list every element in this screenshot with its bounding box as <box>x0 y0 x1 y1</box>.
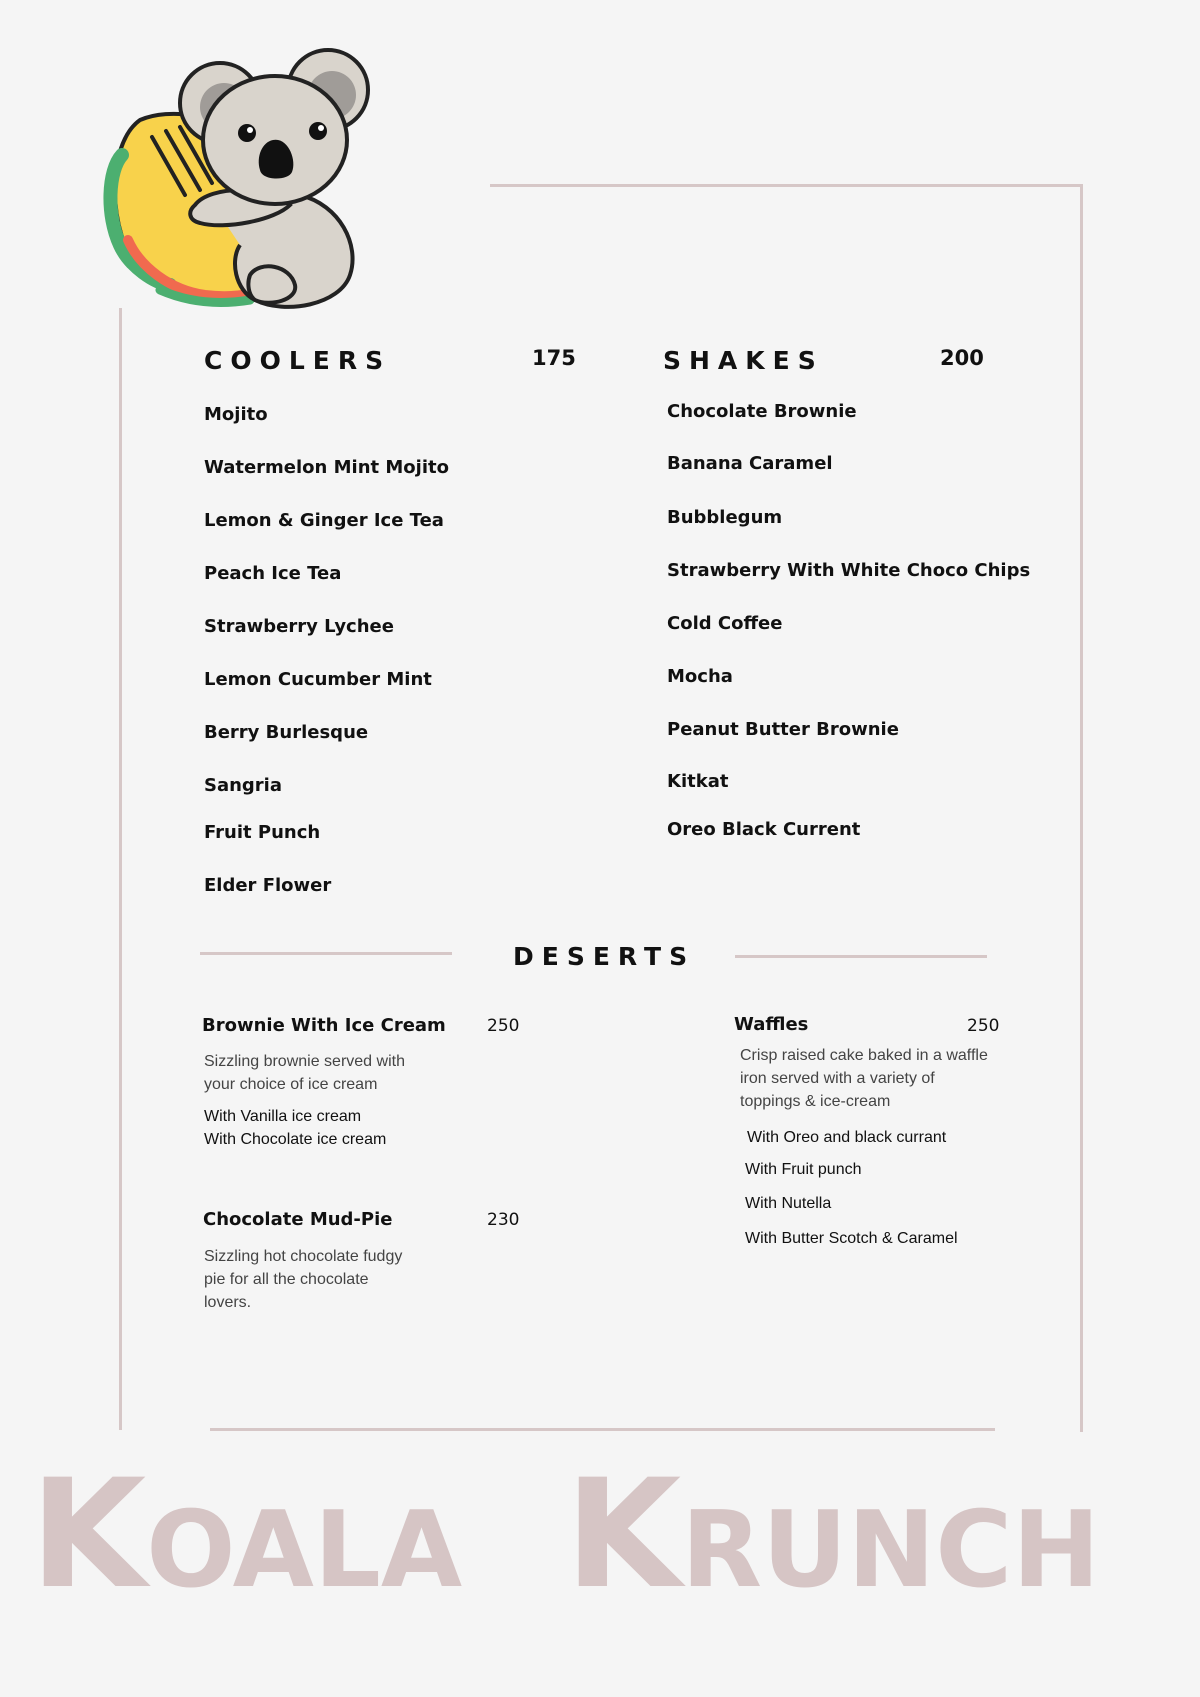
list-item: Elder Flower <box>204 875 332 896</box>
brand-word-koala: Koala <box>30 1448 463 1622</box>
list-item: Oreo Black Current <box>667 819 861 840</box>
mudpie-price: 230 <box>487 1210 520 1230</box>
waffles-name: Waffles <box>734 1014 809 1035</box>
list-item: Kitkat <box>667 771 729 792</box>
shakes-price: 200 <box>940 346 984 370</box>
waffles-option: With Oreo and black currant <box>747 1129 947 1146</box>
deserts-right-divider <box>735 955 987 958</box>
list-item: Fruit Punch <box>204 822 321 843</box>
waffles-desc-line3: toppings & ice-cream <box>740 1093 891 1110</box>
list-item: Lemon & Ginger Ice Tea <box>204 510 444 531</box>
waffles-desc-line2: iron served with a variety of <box>740 1070 935 1087</box>
coolers-title: COOLERS <box>204 346 392 375</box>
list-item: Mojito <box>204 404 268 425</box>
mudpie-desc-line1: Sizzling hot chocolate fudgy <box>204 1248 403 1265</box>
frame-right-line <box>1080 184 1083 1432</box>
list-item: Peanut Butter Brownie <box>667 719 899 740</box>
list-item: Sangria <box>204 775 283 796</box>
list-item: Lemon Cucumber Mint <box>204 669 432 690</box>
coolers-price: 175 <box>532 346 576 370</box>
list-item: Peach Ice Tea <box>204 563 342 584</box>
mudpie-name: Chocolate Mud-Pie <box>203 1209 393 1230</box>
list-item: Berry Burlesque <box>204 722 369 743</box>
koala-hugging-taco-icon <box>100 45 410 315</box>
mudpie-desc-line3: lovers. <box>204 1294 252 1311</box>
frame-bottom-line <box>210 1428 995 1431</box>
brownie-name: Brownie With Ice Cream <box>202 1015 446 1036</box>
deserts-title: DESERTS <box>513 942 696 971</box>
mudpie-desc-line2: pie for all the chocolate <box>204 1271 369 1288</box>
frame-left-line <box>119 308 122 1430</box>
brownie-desc-line2: your choice of ice cream <box>204 1076 378 1093</box>
brownie-option: With Vanilla ice cream <box>204 1108 362 1125</box>
brand-word-krunch: Krunch <box>565 1448 1101 1622</box>
shakes-title: SHAKES <box>663 346 824 375</box>
list-item: Bubblegum <box>667 507 783 528</box>
list-item: Watermelon Mint Mojito <box>204 457 449 478</box>
deserts-left-divider <box>200 952 452 955</box>
list-item: Strawberry Lychee <box>204 616 394 637</box>
brownie-desc-line1: Sizzling brownie served with <box>204 1053 405 1070</box>
list-item: Chocolate Brownie <box>667 401 857 422</box>
brownie-price: 250 <box>487 1016 520 1036</box>
waffles-option: With Butter Scotch & Caramel <box>745 1230 958 1247</box>
waffles-price: 250 <box>967 1016 1000 1036</box>
list-item: Mocha <box>667 666 733 687</box>
list-item: Cold Coffee <box>667 613 783 634</box>
waffles-desc-line1: Crisp raised cake baked in a waffle <box>740 1047 988 1064</box>
list-item: Banana Caramel <box>667 453 833 474</box>
brownie-option: With Chocolate ice cream <box>204 1131 387 1148</box>
frame-top-line <box>490 184 1083 187</box>
waffles-option: With Nutella <box>745 1195 832 1212</box>
list-item: Strawberry With White Choco Chips <box>667 560 1031 581</box>
waffles-option: With Fruit punch <box>745 1161 862 1178</box>
